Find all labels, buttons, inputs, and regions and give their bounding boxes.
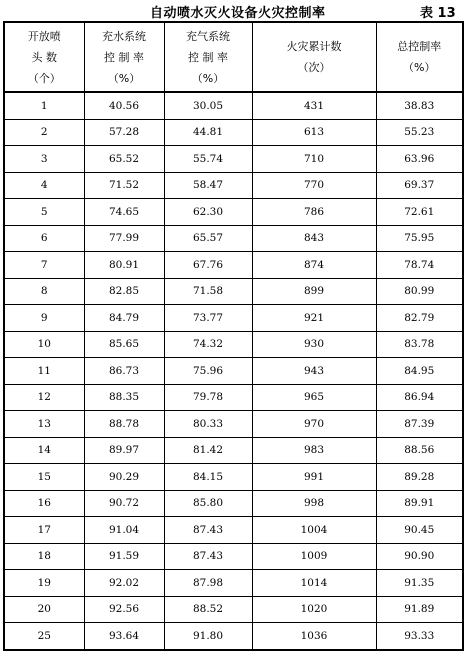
cell-dry-rate: 44.81	[164, 119, 252, 146]
cell-dry-rate: 81.42	[164, 437, 252, 464]
cell-open-sprinklers: 13	[4, 411, 84, 438]
cell-wet-rate: 57.28	[84, 119, 164, 146]
table-row	[4, 172, 463, 199]
cell-cumulative-fires: 786	[252, 199, 376, 226]
cell-open-sprinklers: 1	[4, 92, 84, 119]
cell-wet-rate: 91.04	[84, 517, 164, 544]
cell-dry-rate: 88.52	[164, 596, 252, 623]
table-row	[4, 199, 463, 226]
cell-open-sprinklers: 6	[4, 225, 84, 252]
cell-open-sprinklers: 9	[4, 305, 84, 332]
table-row	[4, 146, 463, 173]
cell-open-sprinklers: 11	[4, 358, 84, 385]
cell-wet-rate: 93.64	[84, 623, 164, 650]
cell-total-rate: 90.45	[376, 517, 463, 544]
cell-dry-rate: 87.43	[164, 517, 252, 544]
table-row	[4, 252, 463, 279]
cell-dry-rate: 67.76	[164, 252, 252, 279]
cell-dry-rate: 55.74	[164, 146, 252, 173]
cell-dry-rate: 91.80	[164, 623, 252, 650]
cell-dry-rate: 30.05	[164, 92, 252, 119]
cell-total-rate: 89.28	[376, 464, 463, 491]
cell-cumulative-fires: 998	[252, 490, 376, 517]
cell-total-rate: 89.91	[376, 490, 463, 517]
cell-cumulative-fires: 613	[252, 119, 376, 146]
cell-dry-rate: 62.30	[164, 199, 252, 226]
cell-open-sprinklers: 19	[4, 570, 84, 597]
cell-cumulative-fires: 965	[252, 384, 376, 411]
cell-wet-rate: 90.29	[84, 464, 164, 491]
table-row	[4, 570, 463, 597]
cell-total-rate: 84.95	[376, 358, 463, 385]
cell-wet-rate: 80.91	[84, 252, 164, 279]
table-row	[4, 490, 463, 517]
cell-wet-rate: 77.99	[84, 225, 164, 252]
cell-open-sprinklers: 15	[4, 464, 84, 491]
header-total-control-rate: 总控制率 （%）	[376, 22, 463, 92]
cell-cumulative-fires: 930	[252, 331, 376, 358]
cell-dry-rate: 79.78	[164, 384, 252, 411]
header-cumulative-fires: 火灾累计数 （次）	[252, 22, 376, 92]
cell-open-sprinklers: 12	[4, 384, 84, 411]
cell-cumulative-fires: 770	[252, 172, 376, 199]
table-row	[4, 437, 463, 464]
cell-cumulative-fires: 843	[252, 225, 376, 252]
cell-wet-rate: 91.59	[84, 543, 164, 570]
cell-wet-rate: 84.79	[84, 305, 164, 332]
table-row	[4, 623, 463, 650]
cell-dry-rate: 71.58	[164, 278, 252, 305]
cell-wet-rate: 89.97	[84, 437, 164, 464]
table-row	[4, 517, 463, 544]
header-open-sprinklers: 开放喷 头 数 （个）	[4, 22, 84, 92]
cell-wet-rate: 92.02	[84, 570, 164, 597]
table-row	[4, 92, 463, 119]
cell-open-sprinklers: 5	[4, 199, 84, 226]
cell-open-sprinklers: 2	[4, 119, 84, 146]
cell-wet-rate: 74.65	[84, 199, 164, 226]
table-row	[4, 384, 463, 411]
table-row	[4, 305, 463, 332]
cell-total-rate: 55.23	[376, 119, 463, 146]
cell-cumulative-fires: 983	[252, 437, 376, 464]
cell-cumulative-fires: 874	[252, 252, 376, 279]
cell-dry-rate: 65.57	[164, 225, 252, 252]
cell-cumulative-fires: 1004	[252, 517, 376, 544]
cell-wet-rate: 40.56	[84, 92, 164, 119]
table-row	[4, 225, 463, 252]
cell-cumulative-fires: 943	[252, 358, 376, 385]
header-row	[4, 22, 463, 92]
cell-total-rate: 91.89	[376, 596, 463, 623]
cell-total-rate: 82.79	[376, 305, 463, 332]
cell-total-rate: 69.37	[376, 172, 463, 199]
table-row	[4, 464, 463, 491]
cell-cumulative-fires: 899	[252, 278, 376, 305]
cell-cumulative-fires: 1036	[252, 623, 376, 650]
table-title: 自动喷水灭火设备火灾控制率	[150, 6, 326, 21]
cell-open-sprinklers: 3	[4, 146, 84, 173]
cell-open-sprinklers: 4	[4, 172, 84, 199]
header-dry-system-rate: 充气系统 控 制 率 （%）	[164, 22, 252, 92]
cell-total-rate: 91.35	[376, 570, 463, 597]
cell-wet-rate: 88.35	[84, 384, 164, 411]
cell-open-sprinklers: 14	[4, 437, 84, 464]
table-row	[4, 543, 463, 570]
cell-dry-rate: 87.98	[164, 570, 252, 597]
cell-dry-rate: 84.15	[164, 464, 252, 491]
table-row	[4, 278, 463, 305]
table-row	[4, 331, 463, 358]
table-row	[4, 119, 463, 146]
cell-open-sprinklers: 10	[4, 331, 84, 358]
cell-open-sprinklers: 8	[4, 278, 84, 305]
table-number: 表 13	[420, 6, 456, 21]
cell-open-sprinklers: 20	[4, 596, 84, 623]
table-row	[4, 358, 463, 385]
cell-dry-rate: 87.43	[164, 543, 252, 570]
cell-open-sprinklers: 17	[4, 517, 84, 544]
cell-total-rate: 86.94	[376, 384, 463, 411]
cell-total-rate: 80.99	[376, 278, 463, 305]
cell-cumulative-fires: 970	[252, 411, 376, 438]
cell-total-rate: 87.39	[376, 411, 463, 438]
cell-cumulative-fires: 991	[252, 464, 376, 491]
cell-cumulative-fires: 710	[252, 146, 376, 173]
cell-wet-rate: 82.85	[84, 278, 164, 305]
cell-dry-rate: 73.77	[164, 305, 252, 332]
cell-wet-rate: 90.72	[84, 490, 164, 517]
cell-total-rate: 72.61	[376, 199, 463, 226]
table-row	[4, 411, 463, 438]
header-wet-system-rate: 充水系统 控 制 率 （%）	[84, 22, 164, 92]
table-body	[4, 92, 463, 650]
cell-wet-rate: 88.78	[84, 411, 164, 438]
cell-wet-rate: 86.73	[84, 358, 164, 385]
cell-cumulative-fires: 431	[252, 92, 376, 119]
cell-total-rate: 75.95	[376, 225, 463, 252]
cell-dry-rate: 85.80	[164, 490, 252, 517]
cell-wet-rate: 71.52	[84, 172, 164, 199]
cell-total-rate: 78.74	[376, 252, 463, 279]
cell-dry-rate: 74.32	[164, 331, 252, 358]
cell-open-sprinklers: 16	[4, 490, 84, 517]
table-row	[4, 596, 463, 623]
cell-dry-rate: 75.96	[164, 358, 252, 385]
cell-cumulative-fires: 1009	[252, 543, 376, 570]
cell-total-rate: 93.33	[376, 623, 463, 650]
cell-dry-rate: 58.47	[164, 172, 252, 199]
cell-dry-rate: 80.33	[164, 411, 252, 438]
cell-cumulative-fires: 1020	[252, 596, 376, 623]
cell-open-sprinklers: 18	[4, 543, 84, 570]
fire-control-rate-table	[3, 21, 464, 651]
cell-total-rate: 88.56	[376, 437, 463, 464]
cell-total-rate: 90.90	[376, 543, 463, 570]
cell-total-rate: 63.96	[376, 146, 463, 173]
cell-wet-rate: 65.52	[84, 146, 164, 173]
cell-total-rate: 38.83	[376, 92, 463, 119]
table-caption	[0, 2, 466, 20]
cell-open-sprinklers: 7	[4, 252, 84, 279]
cell-total-rate: 83.78	[376, 331, 463, 358]
cell-wet-rate: 92.56	[84, 596, 164, 623]
cell-open-sprinklers: 25	[4, 623, 84, 650]
cell-cumulative-fires: 1014	[252, 570, 376, 597]
cell-wet-rate: 85.65	[84, 331, 164, 358]
cell-cumulative-fires: 921	[252, 305, 376, 332]
